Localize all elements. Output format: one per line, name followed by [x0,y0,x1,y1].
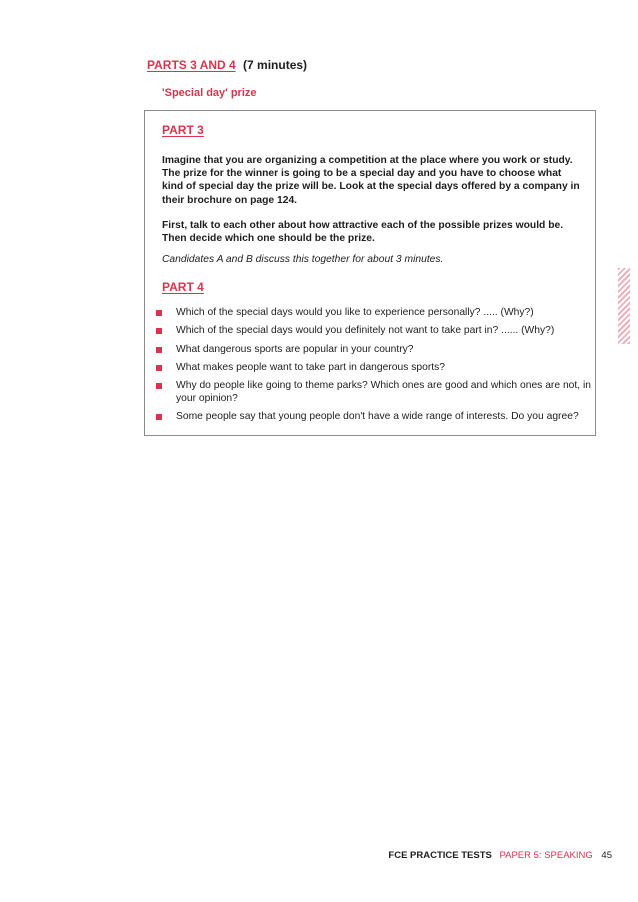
part4-question-list [153,307,593,429]
part4-title: PART 4 [162,280,204,294]
bullet-square-icon [156,365,162,371]
page-heading [147,58,307,72]
question-text: Why do people like going to theme parks? Which ones are good and which ones are not, in your opinion? [176,380,591,404]
footer-series-title: FCE PRACTICE TESTS [388,850,492,861]
list-item [153,325,593,338]
part3-title: PART 3 [162,123,204,137]
question-text: Which of the special days would you definitely not want to take part in? ...... (Why?) [176,325,555,337]
footer-paper-title: PAPER 5: SPEAKING [499,850,593,861]
part3-paragraph-2: First, talk to each other about how attractive each of the possible prizes would be. Then decide which one should be the prize. [162,220,564,245]
parts-title: PARTS 3 AND 4 [147,58,236,72]
task-box [144,110,596,436]
part3-paragraph-1: Imagine that you are organizing a competition at the place where you work or study. The prize for the winner is going to be a special day and you have to choose what kind of special day the prize will be. Look at the special days offered by a company in their brochure on page 124. [162,155,580,206]
page-footer [388,850,612,861]
list-item [153,411,593,424]
bullet-square-icon [156,347,162,353]
topic-title: 'Special day' prize [162,87,257,99]
part3-instruction: Candidates A and B discuss this together for about 3 minutes. [162,254,444,265]
bullet-square-icon [156,328,162,334]
list-item [153,362,593,375]
question-text: Which of the special days would you like to experience personally? ..... (Why?) [176,307,534,318]
bullet-square-icon [156,310,162,316]
duration-label: (7 minutes) [243,58,308,72]
list-item [153,307,593,320]
question-text: Some people say that young people don't have a wide range of interests. Do you agree? [176,410,579,422]
bullet-square-icon [156,414,162,420]
page-edge-stripe [618,268,630,344]
list-item [153,380,593,405]
bullet-square-icon [156,383,162,389]
page-number: 45 [601,850,612,861]
question-text: What dangerous sports are popular in your country? [176,343,414,355]
list-item [153,344,593,357]
question-text: What makes people want to take part in dangerous sports? [176,361,446,373]
